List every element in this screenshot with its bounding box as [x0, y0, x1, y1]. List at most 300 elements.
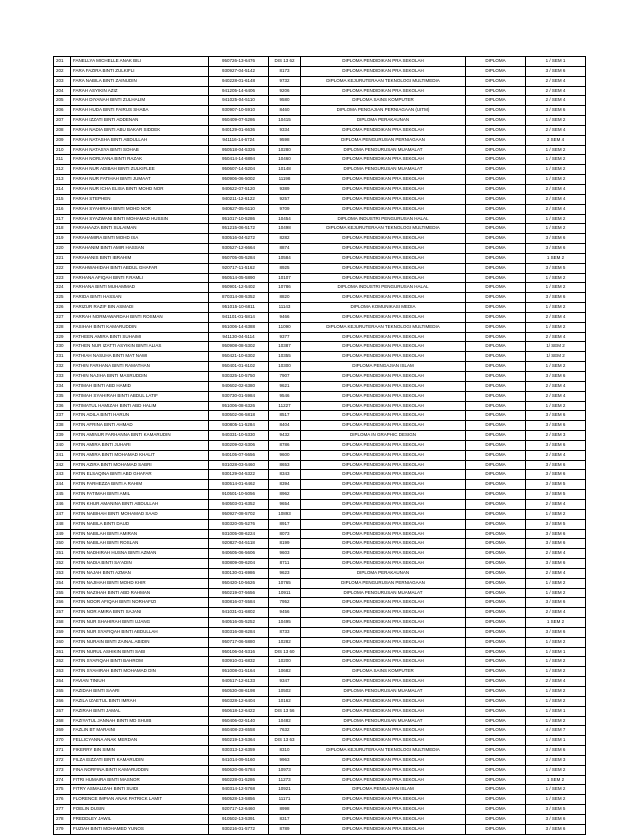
programme-name: DIPLOMA PENDIDIKAN PRA SEKOLAH: [301, 175, 466, 185]
programme-name: DIPLOMA PENDIDIKAN PRA SEKOLAH: [301, 696, 466, 706]
ic-number: 950705-05-5284: [209, 253, 269, 263]
matric-number: 10765: [269, 578, 301, 588]
year-semester: 1 / SEM 2: [526, 155, 586, 165]
programme-level: DIPLOMA: [466, 746, 526, 756]
programme-name: DIPLOMA PENDIDIKAN PRA SEKOLAH: [301, 263, 466, 273]
programme-name: DIPLOMA PENDIDIKAN PRA SEKOLAH: [301, 253, 466, 263]
student-name: FAVIAN TINIUH: [71, 677, 209, 687]
student-name: FANELLYA MICHELLE ANAK BILI: [71, 57, 209, 67]
programme-level: DIPLOMA: [466, 273, 526, 283]
programme-level: DIPLOMA: [466, 539, 526, 549]
year-semester: 1 / SEM 1: [526, 736, 586, 746]
year-semester: 2 / SEM 4: [526, 194, 586, 204]
programme-level: DIPLOMA: [466, 529, 526, 539]
programme-name: DIPLOMA PENDIDIKAN PRA SEKOLAH: [301, 755, 466, 765]
table-row: [54, 618, 586, 628]
student-name: FARAH SYAZWANI BINTI MOHAMAD HUSSIN: [71, 214, 209, 224]
student-name: FATHEN NUR IZATTI ASYIKIN BINTI ALIAS: [71, 342, 209, 352]
programme-level: DIPLOMA: [466, 283, 526, 293]
programme-name: DIPLOMA PENDIDIKAN PRA SEKOLAH: [301, 372, 466, 382]
year-semester: 1 / SEM 2: [526, 401, 586, 411]
programme-name: DIPLOMA PERAKAUNAN: [301, 116, 466, 126]
table-row: [54, 746, 586, 756]
row-number: 278: [54, 814, 71, 824]
table-row: [54, 253, 586, 263]
table-row: [54, 57, 586, 67]
programme-level: DIPLOMA: [466, 224, 526, 234]
matric-number: 8282: [269, 234, 301, 244]
year-semester: 2 / SEM 4: [526, 312, 586, 322]
student-name: FATIMATUL HAMIZAH BINTI ABD HALIM: [71, 401, 209, 411]
programme-name: DIPLOMA PENDIDIKAN PRA SEKOLAH: [301, 499, 466, 509]
table-row: [54, 184, 586, 194]
matric-number: 11198: [269, 175, 301, 185]
row-number: 242: [54, 460, 71, 470]
programme-level: DIPLOMA: [466, 381, 526, 391]
matric-number: 9580: [269, 96, 301, 106]
row-number: 248: [54, 519, 71, 529]
ic-number: 940211-12-6122: [209, 194, 269, 204]
year-semester: 1 / SEM 2: [526, 637, 586, 647]
table-row: [54, 401, 586, 411]
programme-level: DIPLOMA: [466, 125, 526, 135]
year-semester: 1 / SEM 1: [526, 647, 586, 657]
student-name: FITRI HUMAIRA BINTI MASNOR: [71, 775, 209, 785]
matric-number: 9621: [269, 381, 301, 391]
table-row: [54, 342, 586, 352]
ic-number: 950328-12-6404: [209, 696, 269, 706]
table-row: [54, 687, 586, 697]
programme-level: DIPLOMA: [466, 421, 526, 431]
table-row: [54, 352, 586, 362]
ic-number: 950908-08-5302: [209, 342, 269, 352]
row-number: 227: [54, 312, 71, 322]
programme-level: DIPLOMA: [466, 155, 526, 165]
table-row: [54, 677, 586, 687]
year-semester: 3 / SEM 6: [526, 559, 586, 569]
matric-number: 9603: [269, 549, 301, 559]
programme-name: DIPLOMA PENDIDIKAN PRA SEKOLAH: [301, 608, 466, 618]
table-row: [54, 716, 586, 726]
programme-level: DIPLOMA: [466, 145, 526, 155]
year-semester: 3 / SEM 6: [526, 746, 586, 756]
programme-name: DIPLOMA PENDIDIKAN PRA SEKOLAH: [301, 293, 466, 303]
row-number: 269: [54, 726, 71, 736]
ic-number: 930320-05-5276: [209, 519, 269, 529]
table-row: [54, 509, 586, 519]
programme-level: DIPLOMA: [466, 667, 526, 677]
matric-number: 10387: [269, 342, 301, 352]
ic-number: 950414-14-6894: [209, 155, 269, 165]
ic-number: 940605-06-5606: [209, 549, 269, 559]
matric-number: DIS 13 56: [269, 706, 301, 716]
row-number: 268: [54, 716, 71, 726]
row-number: 243: [54, 470, 71, 480]
table-row: [54, 568, 586, 578]
programme-name: DIPLOMA KEJURUTERAAN TEKNOLOGI MULTIMEDIA: [301, 322, 466, 332]
year-semester: 1 / SEM 2: [526, 283, 586, 293]
programme-level: DIPLOMA: [466, 450, 526, 460]
programme-level: DIPLOMA: [466, 499, 526, 509]
student-table-body: [54, 57, 586, 835]
matric-number: 10282: [269, 637, 301, 647]
student-name: FARAH NATASYA BINTI SOHAB: [71, 145, 209, 155]
ic-number: 931005-08-6224: [209, 529, 269, 539]
ic-number: 950518-04-5326: [209, 145, 269, 155]
year-semester: 3 / SEM 6: [526, 244, 586, 254]
student-name: FOELIN DUSIN: [71, 805, 209, 815]
row-number: 251: [54, 549, 71, 559]
row-number: 237: [54, 411, 71, 421]
year-semester: 2 / SEM 4: [526, 499, 586, 509]
row-number: 246: [54, 499, 71, 509]
ic-number: 930730-01-5984: [209, 391, 269, 401]
programme-level: DIPLOMA: [466, 401, 526, 411]
programme-name: DIPLOMA PENDIDIKAN PRA SEKOLAH: [301, 244, 466, 254]
programme-name: DIPLOMA PENDIDIKAN PRA SEKOLAH: [301, 460, 466, 470]
row-number: 257: [54, 608, 71, 618]
matric-number: 8786: [269, 440, 301, 450]
student-name: FATIN SYAFIQAH BINTI BAHROM: [71, 657, 209, 667]
programme-name: DIPLOMA PENDIDIKAN PRA SEKOLAH: [301, 559, 466, 569]
ic-number: 950620-06-5784: [209, 765, 269, 775]
table-row: [54, 86, 586, 96]
ic-number: 940503-01-6352: [209, 499, 269, 509]
programme-level: DIPLOMA: [466, 57, 526, 67]
table-row: [54, 273, 586, 283]
table-row: [54, 263, 586, 273]
programme-level: DIPLOMA: [466, 116, 526, 126]
ic-number: 920717-11-5162: [209, 263, 269, 273]
student-name: FATIN AMIRA BINTI MOHAMAD KHALIT: [71, 450, 209, 460]
table-row: [54, 539, 586, 549]
student-name: FLORENCE IMPIAN ANAK PATRICK LAMIT: [71, 795, 209, 805]
table-row: [54, 450, 586, 460]
ic-number: 940105-07-5656: [209, 450, 269, 460]
programme-name: DIPLOMA IN GRAPHIC DESIGN: [301, 431, 466, 441]
programme-level: DIPLOMA: [466, 96, 526, 106]
student-name: FILZA EIZZATI BINTI KAMARUDIN: [71, 755, 209, 765]
matric-number: 10355: [269, 352, 301, 362]
student-name: FATIMAH SYAHIRAH BINTI ABDUL LATIF: [71, 391, 209, 401]
programme-name: DIPLOMA PENDIDIKAN PRA SEKOLAH: [301, 627, 466, 637]
matric-number: 8874: [269, 244, 301, 254]
programme-level: DIPLOMA: [466, 470, 526, 480]
year-semester: 1 / SEM 2: [526, 765, 586, 775]
programme-name: DIPLOMA PENDIDIKAN PRA SEKOLAH: [301, 529, 466, 539]
ic-number: 920717-12-6460: [209, 805, 269, 815]
table-row: [54, 499, 586, 509]
programme-level: DIPLOMA: [466, 253, 526, 263]
ic-number: 950901-12-5402: [209, 283, 269, 293]
student-name: FATIN NURAIN BINTI ZAINAL ABIDIN: [71, 637, 209, 647]
row-number: 258: [54, 618, 71, 628]
year-semester: 1 / SEM 2: [526, 509, 586, 519]
programme-name: DIPLOMA PENDIDIKAN PRA SEKOLAH: [301, 194, 466, 204]
programme-level: DIPLOMA: [466, 293, 526, 303]
ic-number: 950618-12-6422: [209, 706, 269, 716]
matric-number: 8733: [269, 627, 301, 637]
student-name: FATIN NUR SYAFIQAH BINTI ABDULLAH: [71, 627, 209, 637]
row-number: 276: [54, 795, 71, 805]
matric-number: 7952: [269, 598, 301, 608]
row-number: 238: [54, 421, 71, 431]
programme-level: DIPLOMA: [466, 559, 526, 569]
programme-name: DIPLOMA PENDIDIKAN PRA SEKOLAH: [301, 312, 466, 322]
year-semester: 2 / SEM 4: [526, 568, 586, 578]
table-row: [54, 726, 586, 736]
year-semester: 3 / SEM 5: [526, 805, 586, 815]
row-number: 233: [54, 372, 71, 382]
programme-name: DIPLOMA PENGURUSAN MUAMALAT: [301, 687, 466, 697]
matric-number: 8925: [269, 263, 301, 273]
year-semester: 2 SEM 4: [526, 135, 586, 145]
student-name: FATIN NAJAH BINTI AZMAN: [71, 568, 209, 578]
matric-number: 10162: [269, 696, 301, 706]
matric-number: 10415: [269, 116, 301, 126]
student-name: FARAH NUR ADIBAH BINTI ZULKIFLEE: [71, 165, 209, 175]
student-name: FAZLIN BT MARAINI: [71, 726, 209, 736]
student-name: FATIN AMIRA BINTI JUHARI: [71, 440, 209, 450]
row-number: 247: [54, 509, 71, 519]
ic-number: 940516-05-5252: [209, 618, 269, 628]
year-semester: 2 / SEM 4: [526, 391, 586, 401]
matric-number: 8199: [269, 539, 301, 549]
row-number: 267: [54, 706, 71, 716]
year-semester: 2 / SEM 4: [526, 76, 586, 86]
student-name: FARHANA BINTI MUHAMMAD: [71, 283, 209, 293]
year-semester: 3 / SEM 6: [526, 539, 586, 549]
table-row: [54, 755, 586, 765]
table-row: [54, 519, 586, 529]
row-number: 244: [54, 480, 71, 490]
matric-number: DIS 13 60: [269, 647, 301, 657]
matric-number: 8820: [269, 293, 301, 303]
student-name: FIKERRY BIN SIMIN: [71, 746, 209, 756]
programme-name: DIPLOMA PENDIDIKAN PRA SEKOLAH: [301, 814, 466, 824]
table-row: [54, 155, 586, 165]
ic-number: 920827-04-5118: [209, 539, 269, 549]
year-semester: 1/ SEM 2: [526, 342, 586, 352]
row-number: 277: [54, 805, 71, 815]
programme-level: DIPLOMA: [466, 362, 526, 372]
programme-name: DIPLOMA SAINS KOMPUTER: [301, 96, 466, 106]
programme-name: DIPLOMA PENDIDIKAN PRA SEKOLAH: [301, 706, 466, 716]
ic-number: 951215-06-5172: [209, 224, 269, 234]
student-name: FARAHAAZA BINTI SULAIMAN: [71, 224, 209, 234]
year-semester: 3 / SEM 6: [526, 234, 586, 244]
student-name: FATIN NABILAH BINTI ROSLAN: [71, 539, 209, 549]
year-semester: 1 / SEM 1: [526, 706, 586, 716]
row-number: 232: [54, 362, 71, 372]
programme-name: DIPLOMA PENDIDIKAN PRA SEKOLAH: [301, 490, 466, 500]
row-number: 215: [54, 194, 71, 204]
student-table: [53, 56, 586, 835]
programme-name: DIPLOMA INDUSTRI PENGURUSAN HALAL: [301, 283, 466, 293]
matric-number: 10454: [269, 214, 301, 224]
student-name: FATIMAH BINTI ABD HAMID: [71, 381, 209, 391]
year-semester: 2 / SEM 4: [526, 450, 586, 460]
table-row: [54, 529, 586, 539]
programme-level: DIPLOMA: [466, 175, 526, 185]
student-name: FARIZUR RAZIF BIN ASMADI: [71, 303, 209, 313]
programme-name: DIPLOMA PENDIDIKAN PRA SEKOLAH: [301, 204, 466, 214]
programme-level: DIPLOMA: [466, 608, 526, 618]
ic-number: 930209-02-5306: [209, 440, 269, 450]
table-row: [54, 647, 586, 657]
student-name: FAZILA IZAETUL BINTI IMRAH: [71, 696, 209, 706]
programme-name: DIPLOMA PENDIDIKAN PRA SEKOLAH: [301, 519, 466, 529]
table-row: [54, 411, 586, 421]
programme-level: DIPLOMA: [466, 372, 526, 382]
ic-number: 930809-09-6204: [209, 559, 269, 569]
ic-number: 951006-08-6326: [209, 401, 269, 411]
student-name: FATIN FARHEZZA BINTI A RAHIM: [71, 480, 209, 490]
year-semester: 3 / SEM 6: [526, 106, 586, 116]
table-row: [54, 795, 586, 805]
row-number: 216: [54, 204, 71, 214]
table-row: [54, 421, 586, 431]
row-number: 223: [54, 273, 71, 283]
student-name: FATIN NAJIHAH BINTI MOHD KHIR: [71, 578, 209, 588]
student-name: FARAH NORLYANA BINTI RAZAK: [71, 155, 209, 165]
student-name: FATIN NADIA BINTI SA'ADIN: [71, 559, 209, 569]
ic-number: 930910-01-6832: [209, 657, 269, 667]
programme-level: DIPLOMA: [466, 755, 526, 765]
programme-level: DIPLOMA: [466, 303, 526, 313]
row-number: 220: [54, 244, 71, 254]
programme-name: DIPLOMA PENDIDIKAN PRA SEKOLAH: [301, 352, 466, 362]
programme-level: DIPLOMA: [466, 618, 526, 628]
programme-name: DIPLOMA PENDIDIKAN PRA SEKOLAH: [301, 66, 466, 76]
year-semester: 3 / SEM 6: [526, 293, 586, 303]
year-semester: 3 / SEM 6: [526, 529, 586, 539]
ic-number: 940622-07-5120: [209, 184, 269, 194]
matric-number: DIS 13 63: [269, 736, 301, 746]
year-semester: 3 / SEM 5: [526, 490, 586, 500]
year-semester: 4 / SEM 7: [526, 726, 586, 736]
programme-level: DIPLOMA: [466, 657, 526, 667]
programme-name: DIPLOMA PENDIDIKAN PRA SEKOLAH: [301, 736, 466, 746]
row-number: 274: [54, 775, 71, 785]
matric-number: 10280: [269, 145, 301, 155]
matric-number: 10300: [269, 362, 301, 372]
matric-number: 8711: [269, 559, 301, 569]
programme-level: DIPLOMA: [466, 647, 526, 657]
matric-number: 8394: [269, 480, 301, 490]
matric-number: 9709: [269, 204, 301, 214]
student-name: FITRY ASMALIZAH BINTI SUIDI: [71, 785, 209, 795]
programme-level: DIPLOMA: [466, 165, 526, 175]
ic-number: 951017-10-5286: [209, 214, 269, 224]
row-number: 261: [54, 647, 71, 657]
row-number: 272: [54, 755, 71, 765]
programme-name: DIPLOMA PENGAJIAN PERNIAGAAN (UITM): [301, 106, 466, 116]
row-number: 250: [54, 539, 71, 549]
programme-level: DIPLOMA: [466, 598, 526, 608]
year-semester: 1 SEM 2: [526, 253, 586, 263]
table-row: [54, 175, 586, 185]
matric-number: 9466: [269, 312, 301, 322]
matric-number: 11143: [269, 303, 301, 313]
programme-name: DIPLOMA PENDIDIKAN PRA SEKOLAH: [301, 795, 466, 805]
row-number: 202: [54, 66, 71, 76]
ic-number: 930516-04-5272: [209, 234, 269, 244]
table-row: [54, 214, 586, 224]
student-name: FATHIN NAJIHA BINTI MASRUDDIN: [71, 372, 209, 382]
row-number: 206: [54, 106, 71, 116]
row-number: 211: [54, 155, 71, 165]
year-semester: 3 / SEM 6: [526, 627, 586, 637]
programme-name: DIPLOMA SAINS KOMPUTER: [301, 667, 466, 677]
year-semester: 3 / SEM 6: [526, 814, 586, 824]
row-number: 204: [54, 86, 71, 96]
programme-level: DIPLOMA: [466, 509, 526, 519]
student-name: FARIDA BINTI HASSAN: [71, 293, 209, 303]
programme-name: DIPLOMA PENDIDIKAN PRA SEKOLAH: [301, 440, 466, 450]
ic-number: 940129-01-6636: [209, 125, 269, 135]
table-row: [54, 736, 586, 746]
student-name: FATHIN FARHANA BINTI RAMATHAN: [71, 362, 209, 372]
programme-name: DIPLOMA PENDIDIKAN PRA SEKOLAH: [301, 332, 466, 342]
programme-name: DIPLOMA PENDIDIKAN PRA SEKOLAH: [301, 480, 466, 490]
matric-number: 8404: [269, 421, 301, 431]
ic-number: 930316-08-6284: [209, 627, 269, 637]
programme-level: DIPLOMA: [466, 578, 526, 588]
programme-level: DIPLOMA: [466, 352, 526, 362]
student-name: FAZIDAH BINTI SAARI: [71, 687, 209, 697]
table-row: [54, 125, 586, 135]
ic-number: 950219-13-5364: [209, 736, 269, 746]
year-semester: 1 / SEM 2: [526, 795, 586, 805]
table-row: [54, 312, 586, 322]
programme-level: DIPLOMA: [466, 480, 526, 490]
ic-number: 950514-05-5890: [209, 273, 269, 283]
row-number: 260: [54, 637, 71, 647]
student-name: FARAH NUR ICHA ELISA BINTI MOHD NOR: [71, 184, 209, 194]
matric-number: 8962: [269, 490, 301, 500]
ic-number: 860408-23-6558: [209, 726, 269, 736]
programme-level: DIPLOMA: [466, 342, 526, 352]
programme-name: DIPLOMA PENGAJIAN ISLAM: [301, 785, 466, 795]
table-row: [54, 805, 586, 815]
ic-number: 950421-10-6302: [209, 352, 269, 362]
student-name: FINA NORFINA BINTI KAMARUDDIN: [71, 765, 209, 775]
matric-number: 11227: [269, 401, 301, 411]
matric-number: 10973: [269, 765, 301, 775]
ic-number: 941014-09-5160: [209, 755, 269, 765]
student-name: FAZIRAH BINTI JAMAL: [71, 706, 209, 716]
programme-name: DIPLOMA PENDIDIKAN PRA SEKOLAH: [301, 598, 466, 608]
programme-name: DIPLOMA PENGURUSAN MUAMALAT: [301, 588, 466, 598]
table-row: [54, 145, 586, 155]
programme-name: DIPLOMA PENDIDIKAN PRA SEKOLAH: [301, 677, 466, 687]
programme-name: DIPLOMA PENDIDIKAN PRA SEKOLAH: [301, 539, 466, 549]
table-row: [54, 381, 586, 391]
row-number: 201: [54, 57, 71, 67]
row-number: 263: [54, 667, 71, 677]
row-number: 222: [54, 263, 71, 273]
programme-level: DIPLOMA: [466, 214, 526, 224]
ic-number: 950717-06-5880: [209, 637, 269, 647]
table-row: [54, 608, 586, 618]
year-semester: 1 / SEM 2: [526, 687, 586, 697]
ic-number: 940627-05-5110: [209, 204, 269, 214]
table-row: [54, 598, 586, 608]
programme-name: DIPLOMA KEJURUTERAAN TEKNOLOGI MULTIMEDIA: [301, 76, 466, 86]
matric-number: 8653: [269, 460, 301, 470]
table-row: [54, 490, 586, 500]
